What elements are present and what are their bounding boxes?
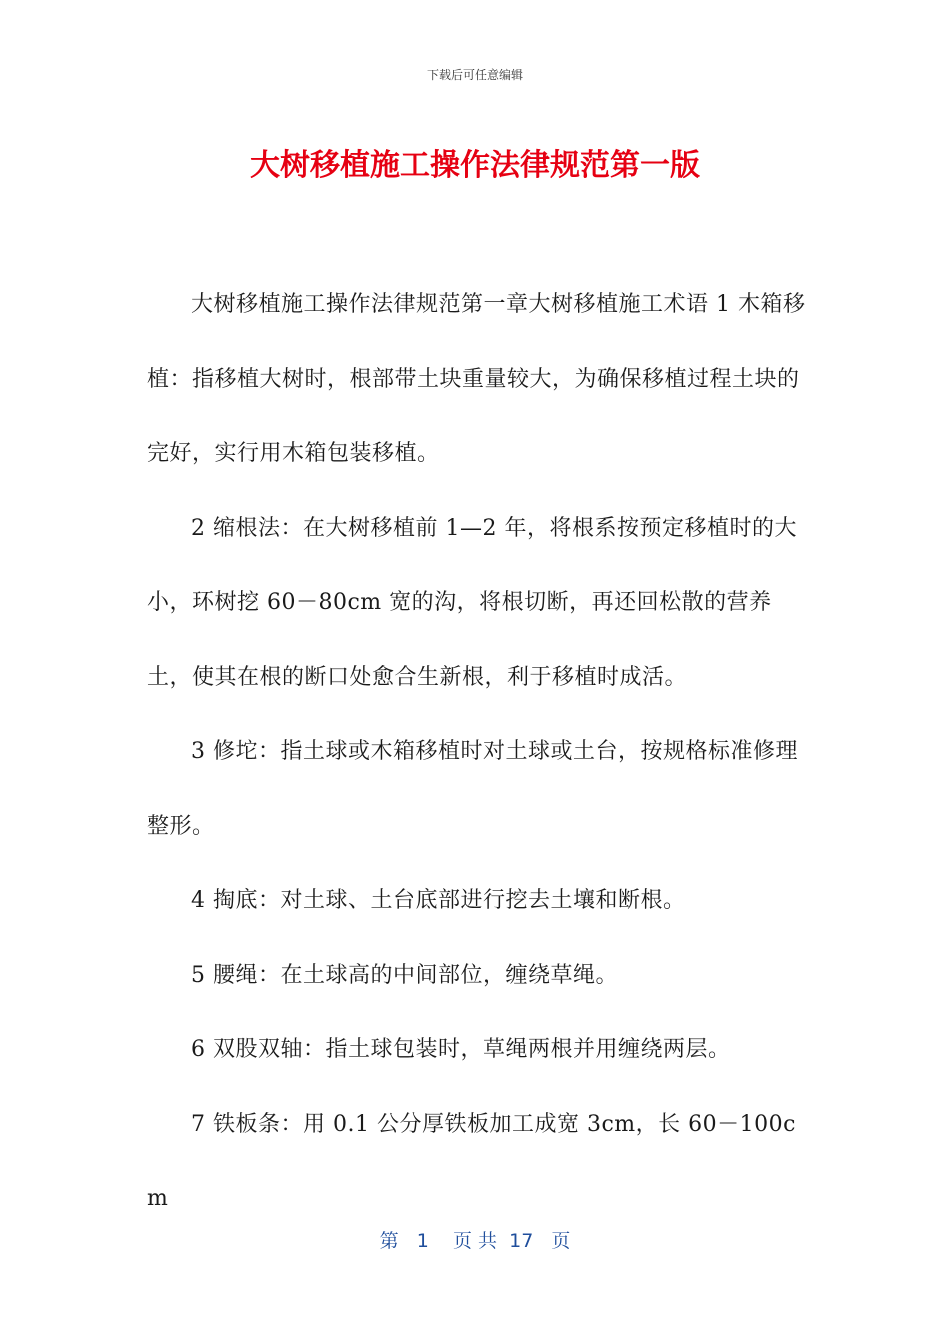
- document-title: 大树移植施工操作法律规范第一版: [250, 148, 700, 183]
- paragraph: 7 铁板条：用 0.1 公分厚铁板加工成宽 3cm，长 60－100cm: [147, 1111, 796, 1211]
- paragraph: 2 缩根法：在大树移植前 1—2 年，将根系按预定移植时的大小，环树挖 60－80cm 宽的沟，将根切断，再还回松散的营养土，使其在根的断口处愈合生新根，利于移植时成活。: [147, 515, 797, 690]
- page-footer: [0, 1226, 950, 1253]
- footer-label-suffix: 页: [551, 1230, 571, 1252]
- footer-label-prefix: 第: [379, 1230, 399, 1252]
- paragraph: 大树移植施工操作法律规范第一章大树移植施工术语 1 木箱移植：指移植大树时，根部带土块重量较大，为确保移植过程土块的完好，实行用木箱包装移植。: [147, 292, 806, 466]
- paragraph: 3 修坨：指土球或木箱移植时对土球或土台，按规格标准修理整形。: [147, 739, 798, 839]
- paragraph: 5 腰绳：在土球高的中间部位，缠绕草绳。: [191, 962, 618, 988]
- paragraph: 6 双股双轴：指土球包装时，草绳两根并用缠绕两层。: [191, 1037, 731, 1062]
- paragraph: 4 掏底：对土球、土台底部进行挖去土壤和断根。: [191, 888, 686, 913]
- document-body: [147, 268, 807, 1237]
- header-note: 下载后可任意编辑: [426, 68, 523, 82]
- total-pages-number: 17: [509, 1230, 534, 1252]
- current-page-number: 1: [416, 1230, 429, 1252]
- footer-label-middle: 页 共: [452, 1230, 498, 1252]
